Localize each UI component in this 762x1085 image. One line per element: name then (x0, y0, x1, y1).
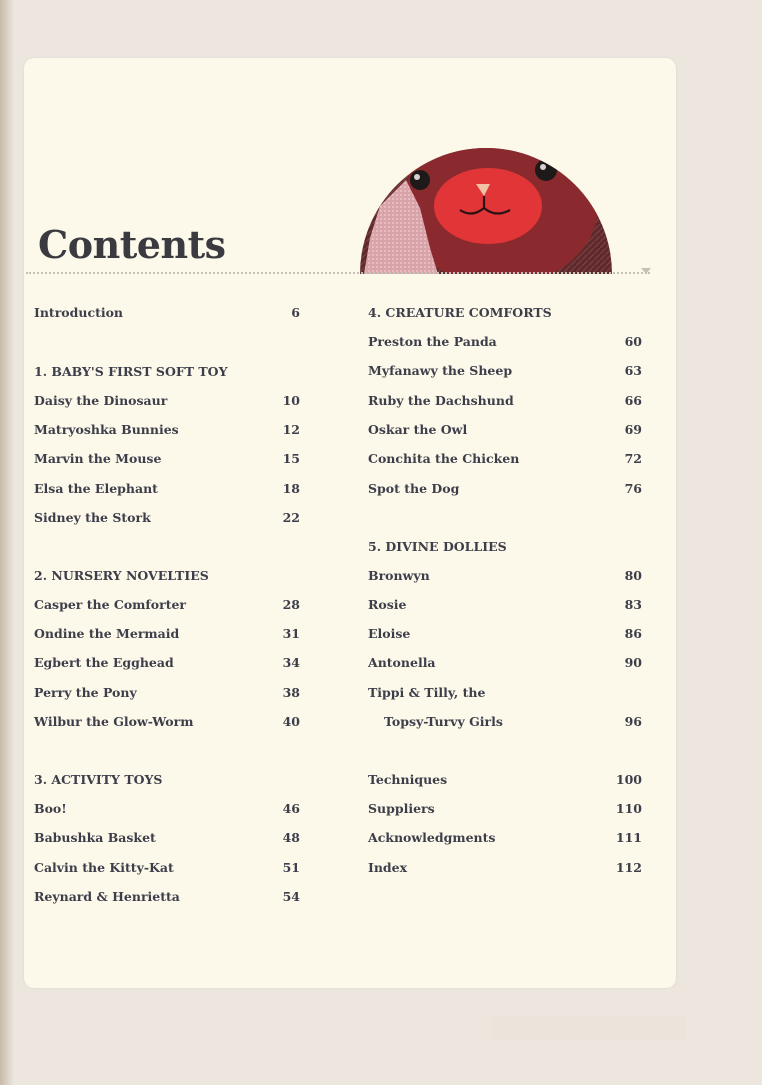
toc-entry-label: Introduction (34, 305, 124, 320)
toc-entry-label: Oskar the Owl (368, 422, 468, 437)
toc-section-heading (34, 362, 300, 382)
toc-entry-page: 34 (282, 655, 300, 670)
toc-section-label: 5. DIVINE DOLLIES (368, 539, 507, 554)
toc-entry-label: Rosie (368, 597, 407, 612)
toc-entry (368, 683, 642, 703)
toc-entry-label: Daisy the Dinosaur (34, 393, 168, 408)
toc-entry-label: Bronwyn (368, 568, 430, 583)
toc-entry-label: Egbert the Egghead (34, 655, 174, 670)
bear-toy-icon (360, 98, 612, 274)
toc-entry-label: Elsa the Elephant (34, 481, 158, 496)
toc-entry-page: 76 (624, 481, 642, 496)
toc-right-column (368, 303, 642, 883)
toc-entry-page: 12 (282, 422, 300, 437)
toc-entry-page: 66 (624, 393, 642, 408)
toc-entry (34, 624, 300, 644)
toc-entry (368, 449, 642, 469)
toc-entry (34, 828, 300, 848)
toc-left-column (34, 303, 300, 913)
toc-section-label: 2. NURSERY NOVELTIES (34, 568, 209, 583)
toc-entry-page: 18 (282, 481, 300, 496)
toc-entry (34, 712, 300, 732)
toc-entry-page: 22 (282, 510, 300, 525)
toc-entry-label: Babushka Basket (34, 830, 156, 845)
toc-entry (34, 799, 300, 819)
toc-entry-page: 96 (624, 714, 642, 729)
toc-entry-label: Calvin the Kitty-Kat (34, 860, 174, 875)
toc-entry-label: Preston the Panda (368, 334, 497, 349)
toc-entry (34, 653, 300, 673)
page-footer-tab (492, 1016, 686, 1040)
toc-entry-label: Topsy-Turvy Girls (384, 714, 503, 729)
toc-entry (34, 420, 300, 440)
toc-entry (368, 332, 642, 352)
toc-entry (368, 566, 642, 586)
toc-entry-page: 31 (282, 626, 300, 641)
toc-entry-page: 60 (624, 334, 642, 349)
toc-entry (368, 653, 642, 673)
toc-entry-page: 63 (624, 363, 642, 378)
toc-entry-page: 40 (282, 714, 300, 729)
toc-section-label: 3. ACTIVITY TOYS (34, 772, 163, 787)
toc-entry-label: Boo! (34, 801, 67, 816)
toc-entry (368, 595, 642, 615)
toc-entry-introduction (34, 303, 300, 323)
toc-entry (34, 595, 300, 615)
toc-entry-page: 86 (624, 626, 642, 641)
toc-entry (368, 624, 642, 644)
dotted-divider (26, 272, 650, 274)
toc-entry (368, 420, 642, 440)
toc-entry-page: 80 (624, 568, 642, 583)
toc-section-heading (34, 566, 300, 586)
toc-entry-label: Spot the Dog (368, 481, 460, 496)
toc-entry-page: 6 (291, 305, 300, 320)
toc-entry (368, 828, 642, 848)
toc-entry (34, 887, 300, 907)
toc-entry-page: 15 (282, 451, 300, 466)
toc-entry-label: Reynard & Henrietta (34, 889, 180, 904)
toc-entry (368, 712, 642, 732)
toc-entry (34, 508, 300, 528)
toc-section-heading (368, 303, 642, 323)
toc-entry-page: 69 (624, 422, 642, 437)
toc-entry (368, 799, 642, 819)
toc-section-label: 1. BABY'S FIRST SOFT TOY (34, 364, 228, 379)
toc-entry-page: 48 (282, 830, 300, 845)
toc-entry-page: 110 (615, 801, 642, 816)
toc-entry-page: 51 (282, 860, 300, 875)
toc-entry-label: Antonella (368, 655, 436, 670)
toc-entry-page: 112 (615, 860, 642, 875)
toc-section-label: 4. CREATURE COMFORTS (368, 305, 552, 320)
page-binding-shadow (0, 0, 14, 1085)
toc-entry (34, 858, 300, 878)
toc-entry-page: 83 (624, 597, 642, 612)
toc-entry-label: Ruby the Dachshund (368, 393, 514, 408)
toc-entry (34, 683, 300, 703)
toc-entry-page: 10 (282, 393, 300, 408)
toc-section-heading (368, 537, 642, 557)
toc-entry-label: Conchita the Chicken (368, 451, 520, 466)
toc-entry (368, 858, 642, 878)
toc-entry-label: Ondine the Mermaid (34, 626, 180, 641)
toc-entry-label: Casper the Comforter (34, 597, 187, 612)
toc-entry-label: Tippi & Tilly, the (368, 685, 486, 700)
toc-entry-page: 90 (624, 655, 642, 670)
toc-entry (368, 479, 642, 499)
toc-entry-page: 38 (282, 685, 300, 700)
page-title: Contents (38, 222, 226, 267)
toc-entry-label: Wilbur the Glow-Worm (34, 714, 194, 729)
toc-entry (34, 449, 300, 469)
toc-entry (368, 770, 642, 790)
toc-entry-label: Eloise (368, 626, 411, 641)
toc-section-heading (34, 770, 300, 790)
toc-entry-label: Sidney the Stork (34, 510, 151, 525)
toc-entry-page: 54 (282, 889, 300, 904)
toc-entry (368, 361, 642, 381)
toc-entry-label: Marvin the Mouse (34, 451, 162, 466)
toc-entry-page: 28 (282, 597, 300, 612)
toc-entry-page: 46 (282, 801, 300, 816)
toc-entry-label: Techniques (368, 772, 448, 787)
toc-entry-page: 100 (615, 772, 642, 787)
toc-entry (34, 391, 300, 411)
toc-entry (368, 391, 642, 411)
divider-arrow (641, 268, 651, 274)
toc-entry-page: 72 (624, 451, 642, 466)
toc-entry-page: 111 (615, 830, 642, 845)
toc-entry-label: Acknowledgments (368, 830, 496, 845)
toc-entry-label: Index (368, 860, 408, 875)
toc-entry (34, 479, 300, 499)
toc-entry-label: Myfanawy the Sheep (368, 363, 513, 378)
toc-entry-label: Perry the Pony (34, 685, 137, 700)
toc-entry-label: Suppliers (368, 801, 435, 816)
toc-entry-label: Matryoshka Bunnies (34, 422, 179, 437)
